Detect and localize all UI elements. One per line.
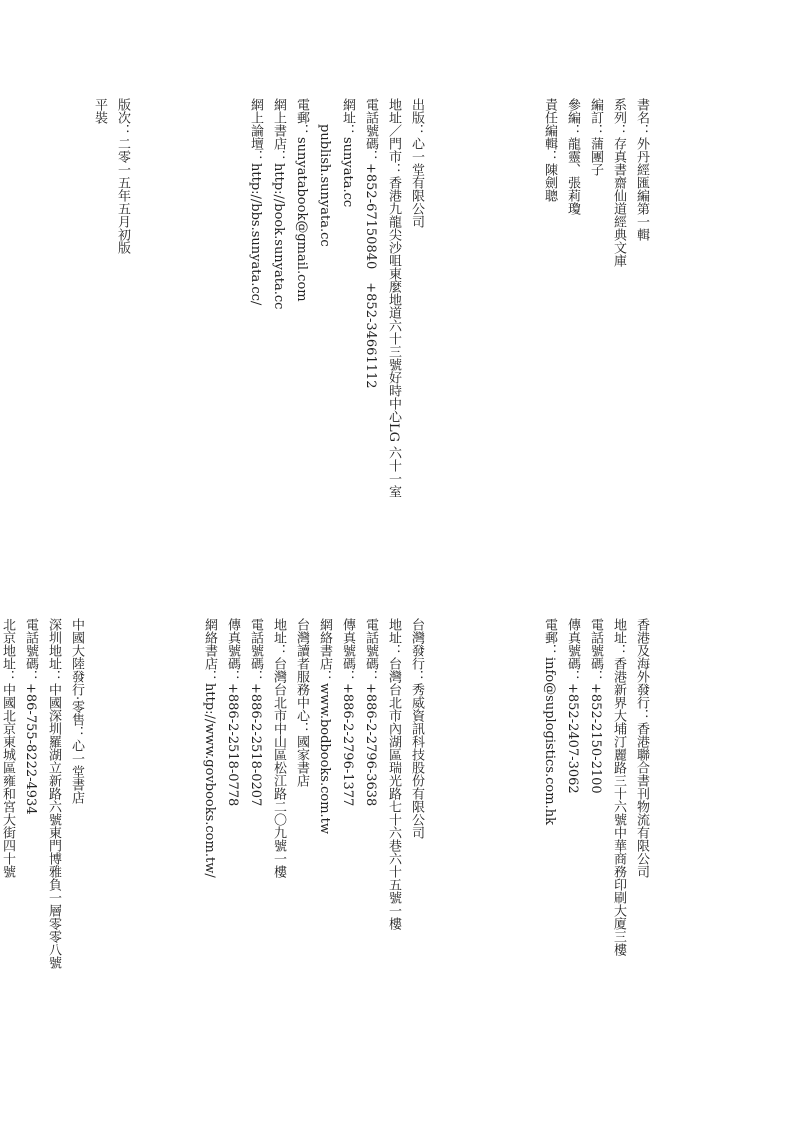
colophon-line: 香港及海外發行：香港聯合書刊物流有限公司 — [634, 618, 649, 878]
colophon-line: 地址：台灣台北市中山區松江路二〇九號一樓 — [271, 618, 286, 878]
colophon-line: 電話號碼：+852-67150840 +852-34661112 — [363, 98, 378, 389]
colophon-top-block — [0, 98, 699, 568]
colophon-line: 電郵：sunyatabook@gmail.com — [294, 98, 309, 302]
colophon-line: 網絡書店：www.bodbooks.com.tw — [317, 618, 332, 835]
book-info-group — [538, 98, 653, 568]
colophon-line: 台灣讀者服務中心：國家書店 — [294, 618, 309, 787]
cn-distribution-group — [0, 618, 88, 1038]
colophon-line: 平裝 — [92, 98, 107, 124]
colophon-line: 版次：二零一五年五月初版 — [115, 98, 130, 254]
colophon-distribution-block — [0, 618, 699, 1038]
colophon-line: 電話號碼：+852-2150-2100 — [588, 618, 603, 794]
colophon-line: 網上論壇：http://bbs.sunyata.cc/ — [248, 98, 263, 306]
publisher-info-group — [244, 98, 428, 568]
colophon-line: 電話號碼：+886-2-2796-3638 — [363, 618, 378, 807]
colophon-line: 電話號碼：+86-755-8222-4934 — [23, 618, 38, 815]
colophon-line: 網上書店：http://book.sunyata.cc — [271, 98, 286, 310]
colophon-line: 書名：外丹經匯編第一輯 — [634, 98, 649, 241]
hk-distribution-group — [538, 618, 653, 1038]
colophon-line: 網址：sunyata.cc — [340, 98, 355, 208]
colophon-line: 參編：龍靈、張莉瓊 — [565, 98, 580, 215]
colophon-line: 電話號碼：+886-2-2518-0207 — [248, 618, 263, 807]
colophon-line: 台灣發行：秀威資訊科技股份有限公司 — [409, 618, 424, 839]
colophon-line: 系列：存真書齋仙道經典文庫 — [611, 98, 626, 267]
colophon-line: 北京地址：中國北京東城區雍和宮大街四十號 — [0, 618, 15, 878]
colophon-line: 地址：台灣台北市內湖區瑞光路七十六巷六十五號一樓 — [386, 618, 401, 930]
colophon-line: publish.sunyata.cc — [317, 98, 332, 247]
colophon-line: 出版：心一堂有限公司 — [409, 98, 424, 228]
colophon-line: 地址：香港新界大埔汀麗路三十六號中華商務印刷大廈三樓 — [611, 618, 626, 956]
colophon-line: 深圳地址：中國深圳羅湖立新路六號東門博雅負一層零零八號 — [46, 618, 61, 969]
colophon-line: 傳真號碼：+886-2-2518-0778 — [225, 618, 240, 807]
colophon-line: 傳真號碼：+886-2-2796-1377 — [340, 618, 355, 807]
colophon-line: 編訂：蒲團子 — [588, 98, 603, 176]
colophon-line: 中國大陸發行‧零售：心一堂書店 — [69, 618, 84, 805]
colophon-line: 網絡書店：http://www.govbooks.com.tw/ — [202, 618, 217, 878]
colophon-line: 傳真號碼：+852-2407-3062 — [565, 618, 580, 794]
colophon-line: 電郵：info@suplogistics.com.hk — [542, 618, 557, 825]
colophon-line: 地址／門市：香港九龍尖沙咀東麼地道六十三號好時中心LG 六十一室 — [386, 98, 401, 499]
colophon-line: 責任編輯：陳劍聰 — [542, 98, 557, 202]
tw-distribution-group — [198, 618, 428, 1038]
edition-info-group — [88, 98, 134, 568]
